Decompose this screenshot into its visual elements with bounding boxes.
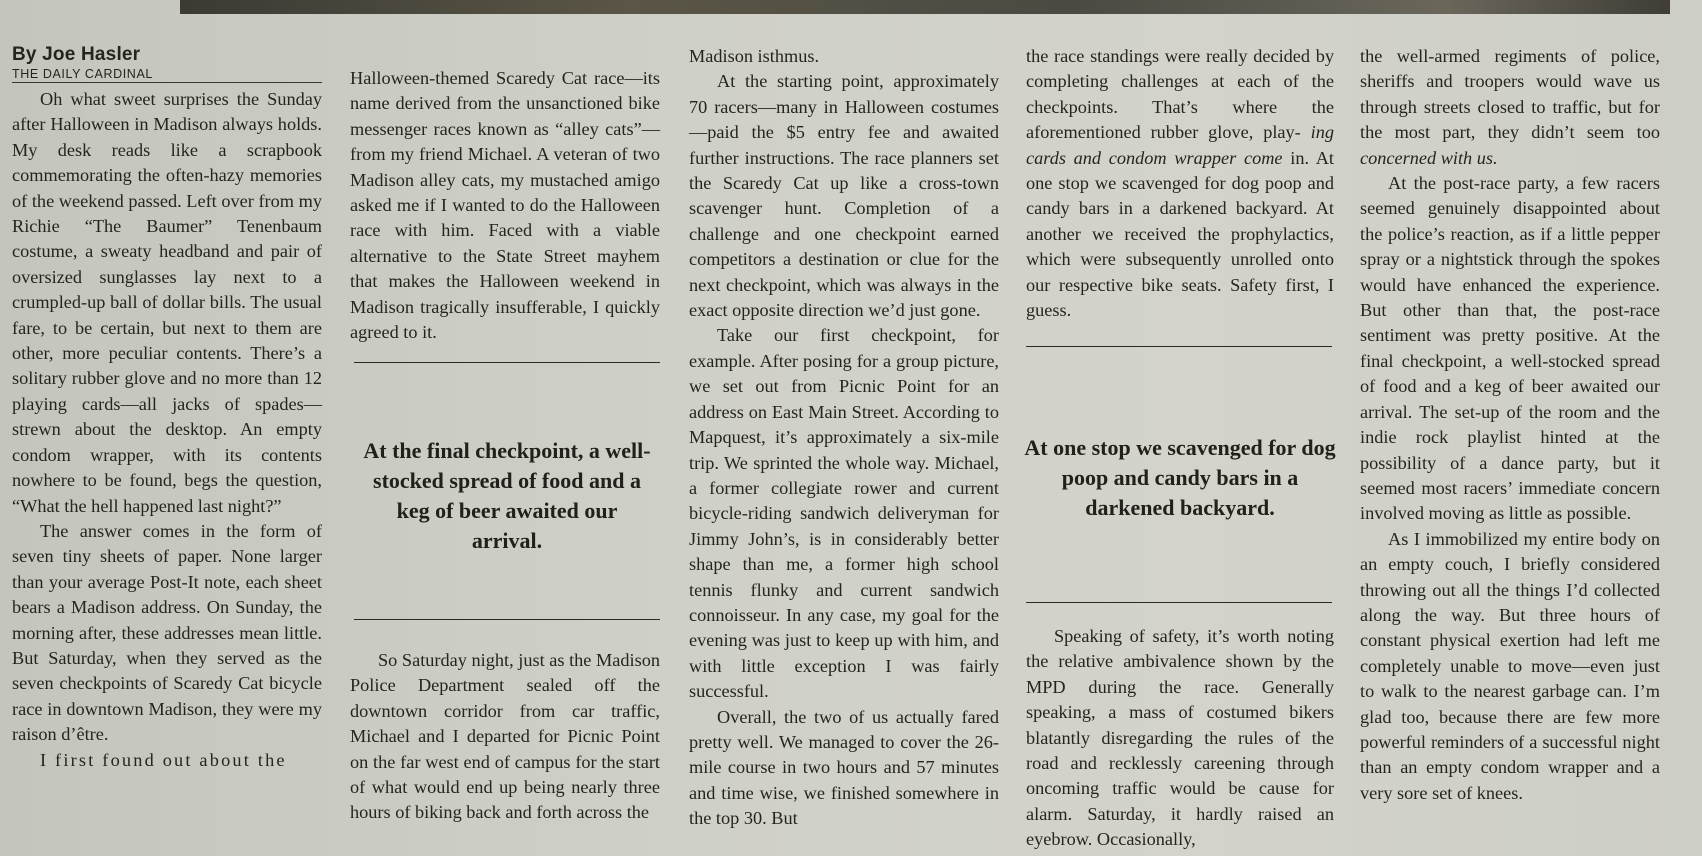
- paragraph: Halloween-themed Scaredy Cat race—its name derived from the unsanctioned bike messenger races known as “alley cats”—from my friend Michael. A veteran of two Madison alley cats, my mustached amigo asked me if I wanted to do the Halloween race with him. Faced with a viable alternative to the State Street mayhem that makes the Halloween weekend in Madison tragically insufferable, I quickly agreed to it.: [350, 68, 660, 343]
- paragraph: [1026, 44, 1334, 323]
- paragraph: So Saturday night, just as the Madison Police Department sealed off the downtown corridor from car traffic, Michael and I departed for Picnic Point on the far west end of campus for the start of what would end up being nearly three hours of biking back and forth across the: [350, 650, 660, 823]
- pullquote-rule-top: [1026, 346, 1332, 347]
- pull-quote-1: At the final checkpoint, a well-stocked spread of food and a keg of beer awaited our arrival.: [363, 438, 651, 553]
- text-run: in. At one stop we scavenged for dog poop and candy bars in a darkened backyard. At another we received the prophylactics, which were subsequently unrolled onto our respective bike seats. Safety first, I guess.: [1026, 147, 1335, 321]
- article-column-1: [12, 44, 322, 773]
- text-run: the race standings were really decided by completing challenges at each of the checkpoints. That’s where the aforementioned rubber glove, play-: [1026, 46, 1334, 143]
- article-column-2-top: [350, 66, 660, 345]
- paragraph: As I immobilized my entire body on an empty couch, I briefly considered throwing out all the things I’d collected along the way. But three hours of constant physical exertion had left me completely unable to move—even just to walk to the nearest garbage can. I’m glad too, because there are few more powerful reminders of a successful night than an empty condom wrapper and a very sore set of knees.: [1360, 528, 1660, 803]
- paragraph: [1360, 44, 1660, 171]
- article-column-2-bottom: [350, 648, 660, 826]
- paragraph: At the starting point, approximately 70 racers—many in Halloween costumes—paid the $5 entry fee and awaited further instructions. The race planners set the Scaredy Cat up like a cross-town scavenger hunt. Completion of a challenge and one checkpoint earned competitors a destination or clue for the next checkpoint, which was always in the exact opposite direction we’d just gone.: [689, 71, 999, 321]
- paragraph: Oh what sweet surprises the Sunday after Halloween in Madison always holds. My desk reads like a scrapbook commemorating the often-hazy memories of the weekend passed. Left over from my Richie “The Baumer” Tenenbaum costume, a sweaty headband and pair of oversized sunglasses lay next to a crumpled-up ball of dollar bills. The usual fare, to be certain, but next to them are other, more peculiar contents. There’s a solitary rubber glove and no more than 12 playing cards—all jacks of spades—strewn about the desktop. An empty condom wrapper, with its contents nowhere to be found, begs the question, “What the hell happened last night?”: [12, 89, 322, 516]
- text-run: the well-armed regiments of police, sheriffs and troopers would wave us through streets closed to traffic, but for the most part, they didn’t seem too: [1360, 46, 1660, 143]
- italic-run: ing cards and condom wrapper come: [1026, 122, 1334, 168]
- photo-edge: [180, 0, 1670, 14]
- pullquote-rule-top: [354, 362, 660, 363]
- paragraph: Speaking of safety, it’s worth noting the relative ambivalence shown by the MPD during the race. Generally speaking, a mass of costumed bikers blatantly disregarding the rules of the road and recklessly careening through oncoming traffic would be cause for alarm. Saturday, it hardly raised an eyebrow. Occasionally,: [1026, 626, 1334, 850]
- article-column-4-top: [1026, 44, 1334, 323]
- paragraph: At the post-race party, a few racers seemed genuinely disappointed about the police’s reaction, as if a little pepper spray or a nightstick through the spokes would have enhanced the experience. But other than that, the post-race sentiment was pretty positive. At the final checkpoint, a well-stocked spread of food and a keg of beer awaited our arrival. The set-up of the room and the indie rock playlist hinted at the possibility of a dance party, but it seemed most racers’ immediate concern involved moving as little as possible.: [1360, 173, 1660, 524]
- pullquote-rule-bottom: [354, 619, 660, 620]
- article-column-5: [1360, 44, 1660, 806]
- byline: By Joe Hasler: [12, 44, 141, 65]
- pullquote-rule-bottom: [1026, 602, 1332, 603]
- paragraph: The answer comes in the form of seven tiny sheets of paper. None larger than your average Post-It note, each sheet bears a Madison address. On Sunday, the morning after, these addresses mean little. But Saturday, when they served as the seven checkpoints of Scaredy Cat bicycle race in downtown Madison, they were my raison d’être.: [12, 520, 322, 745]
- article-column-3: [689, 44, 999, 832]
- paragraph: Madison isthmus.: [689, 46, 820, 66]
- paragraph: Take our first checkpoint, for example. After posing for a group picture, we set out from Picnic Point for an address on East Main Street. According to Mapquest, it’s approximately a six-mile trip. We sprinted the whole way. Michael, a former collegiate rower and current bicycle-riding sandwich deliveryman for Jimmy John’s, is in considerably better shape than me, a former high school tennis flunky and current sandwich connoisseur. In any case, my goal for the evening was just to keep up with him, and with little exception I was fairly successful.: [689, 325, 999, 702]
- italic-run: concerned with us.: [1360, 147, 1498, 168]
- paragraph: Overall, the two of us actually fared pretty well. We managed to cover the 26-mile course in two hours and 57 minutes and time wise, we finished somewhere in the top 30. But: [689, 706, 999, 829]
- paragraph: I first found out about the: [40, 749, 287, 770]
- pull-quote-2: At one stop we scavenged for dog poop and candy bars in a darkened backyard.: [1024, 435, 1336, 520]
- article-column-4-bottom: [1026, 624, 1334, 853]
- publication-name: THE DAILY CARDINAL: [12, 66, 322, 83]
